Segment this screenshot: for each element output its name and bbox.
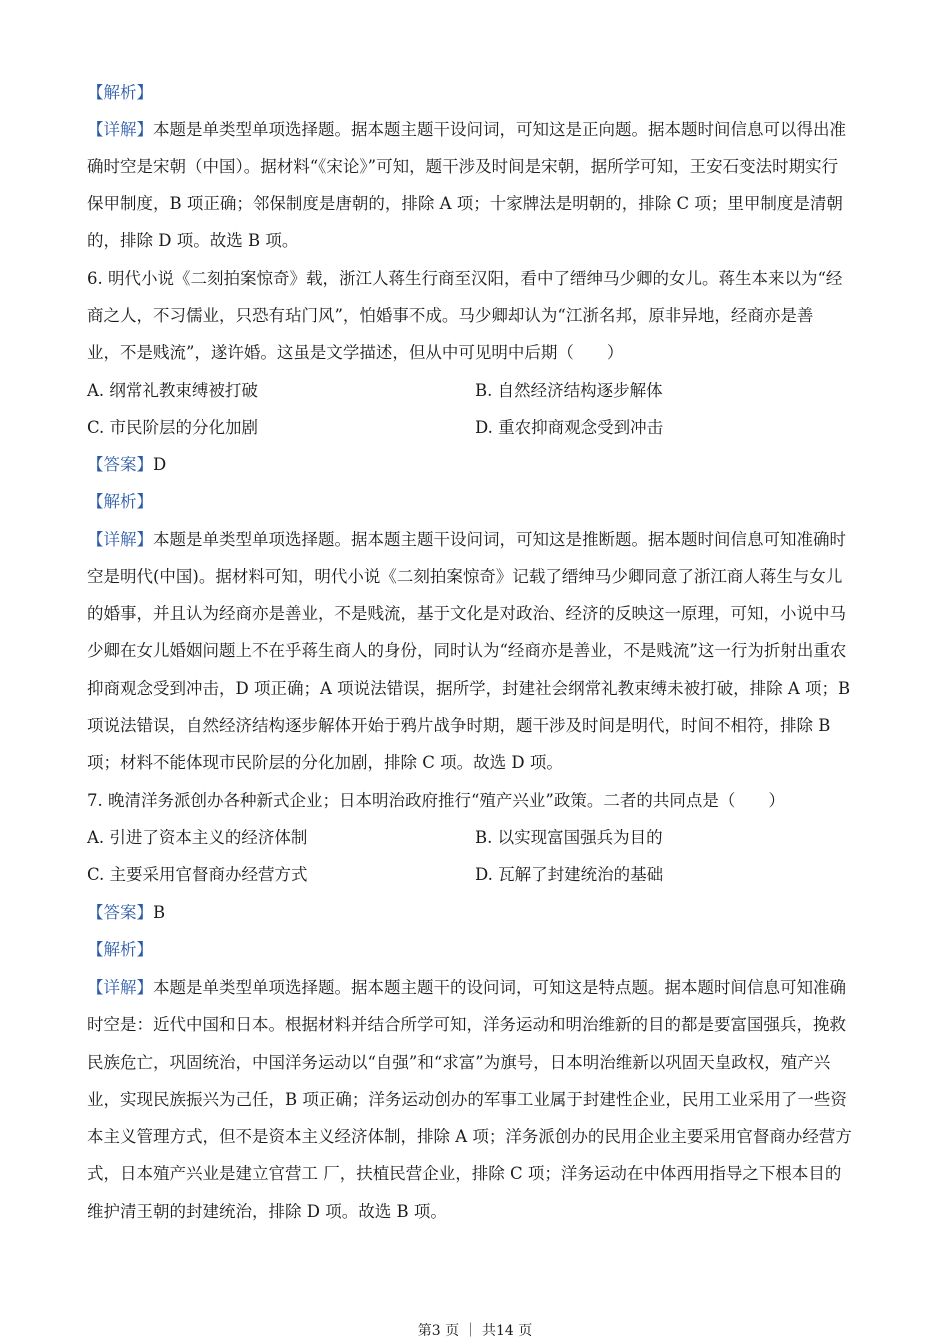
answer-tag: 【答案】 bbox=[87, 455, 153, 474]
detail-paragraph-line: 抑商观念受到冲击，D 项正确；A 项说法错误，据所学，封建社会纲常礼教束缚未被打破，排除 A 项；B bbox=[87, 679, 851, 698]
detail-paragraph-line bbox=[87, 977, 846, 999]
answer-value: B bbox=[153, 903, 166, 922]
detail-paragraph-line: 式，日本殖产兴业是建立官营工 厂，扶植民营企业，排除 C 项；洋务运动在中体西用指导之下根本目的 bbox=[87, 1164, 842, 1183]
detail-paragraph-line bbox=[87, 119, 846, 141]
analysis-tag: 【解析】 bbox=[87, 83, 153, 102]
detail-paragraph-line: 业，实现民族振兴为己任，B 项正确；洋务运动创办的军事工业属于封建性企业，民用工业采用了一些资 bbox=[87, 1090, 847, 1109]
detail-paragraph-line: 空是明代(中国)。据材料可知，明代小说《二刻拍案惊奇》记载了缙绅马少卿同意了浙江商人蒋生与女儿 bbox=[87, 567, 843, 586]
question-7-option-d: D. 瓦解了封建统治的基础 bbox=[475, 865, 664, 884]
detail-paragraph-line: 确时空是宋朝（中国）。据材料“《宋论》”可知，题干涉及时间是宋朝，据所学可知，王安石变法时期实行 bbox=[87, 157, 839, 176]
question-7-option-a: A. 引进了资本主义的经济体制 bbox=[87, 828, 308, 847]
question-6-option-b: B. 自然经济结构逐步解体 bbox=[475, 381, 663, 400]
detail-paragraph-line: 时空是：近代中国和日本。根据材料并结合所学可知，洋务运动和明治维新的目的都是要富国强兵，挽救 bbox=[87, 1015, 846, 1034]
detail-tag: 【详解】 bbox=[87, 978, 153, 997]
answer-tag: 【答案】 bbox=[87, 903, 153, 922]
analysis-tag: 【解析】 bbox=[87, 492, 153, 511]
question-6-stem-line: 业，不是贱流”，遂许婚。这虽是文学描述，但从中可见明中后期（ ） bbox=[87, 343, 624, 362]
question-7-option-b: B. 以实现富国强兵为目的 bbox=[475, 828, 663, 847]
detail-text: 本题是单类型单项选择题。据本题主题干的设问词，可知这是特点题。据本题时间信息可知准确 bbox=[153, 978, 846, 997]
detail-paragraph-line bbox=[87, 529, 846, 551]
question-6-option-d: D. 重农抑商观念受到冲击 bbox=[475, 418, 664, 437]
detail-text: 本题是单类型单项选择题。据本题主题干设问词，可知这是推断题。据本题时间信息可知准确时 bbox=[153, 530, 846, 549]
detail-paragraph-line: 的，排除 D 项。故选 B 项。 bbox=[87, 231, 299, 250]
question-7-answer bbox=[87, 902, 165, 924]
answer-value: D bbox=[153, 455, 167, 474]
question-6-answer bbox=[87, 454, 166, 476]
page-footer: 第3 页 ｜ 共14 页 bbox=[417, 1323, 533, 1339]
detail-paragraph-line: 项说法错误，自然经济结构逐步解体开始于鸦片战争时期，题干涉及时间是明代，时间不相符，排除 B bbox=[87, 716, 831, 735]
detail-paragraph-line: 维护清王朝的封建统治，排除 D 项。故选 B 项。 bbox=[87, 1202, 447, 1221]
question-6-stem-line: 商之人，不习儒业，只恐有玷门风”，怕婚事不成。马少卿却认为“江浙名邦，原非异地，经商亦是善 bbox=[87, 306, 814, 325]
detail-paragraph-line: 少卿在女儿婚姻问题上不在乎蒋生商人的身份，同时认为“经商亦是善业，不是贱流”这一行为折射出重农 bbox=[87, 641, 847, 660]
detail-tag: 【详解】 bbox=[87, 120, 153, 139]
detail-tag: 【详解】 bbox=[87, 530, 153, 549]
question-6-option-c: C. 市民阶层的分化加剧 bbox=[87, 418, 259, 437]
question-6-stem-line: 6. 明代小说《二刻拍案惊奇》载，浙江人蒋生行商至汉阳，看中了缙绅马少卿的女儿。蒋生本来以为“经 bbox=[87, 269, 843, 288]
analysis-tag: 【解析】 bbox=[87, 940, 153, 959]
question-6-option-a: A. 纲常礼教束缚被打破 bbox=[87, 381, 258, 400]
detail-paragraph-line: 保甲制度，B 项正确；邻保制度是唐朝的，排除 A 项；十家牌法是明朝的，排除 C 项；里甲制度是清朝 bbox=[87, 194, 843, 213]
question-7-option-c: C. 主要采用官督商办经营方式 bbox=[87, 865, 308, 884]
detail-text: 本题是单类型单项选择题。据本题主题干设问词，可知这是正向题。据本题时间信息可以得出准 bbox=[153, 120, 846, 139]
detail-paragraph-line: 的婚事，并且认为经商亦是善业，不是贱流，基于文化是对政治、经济的反映这一原理，可知，小说中马 bbox=[87, 604, 846, 623]
detail-paragraph-line: 民族危亡，巩固统治，中国洋务运动以“自强”和“求富”为旗号，日本明治维新以巩固天皇政权，殖产兴 bbox=[87, 1053, 831, 1072]
question-7-stem-line: 7. 晚清洋务派创办各种新式企业；日本明治政府推行“殖产兴业”政策。二者的共同点是（ ） bbox=[87, 791, 785, 810]
detail-paragraph-line: 项；材料不能体现市民阶层的分化加剧，排除 C 项。故选 D 项。 bbox=[87, 753, 563, 772]
detail-paragraph-line: 本主义管理方式，但不是资本主义经济体制，排除 A 项；洋务派创办的民用企业主要采用官督商办经营方 bbox=[87, 1127, 852, 1146]
